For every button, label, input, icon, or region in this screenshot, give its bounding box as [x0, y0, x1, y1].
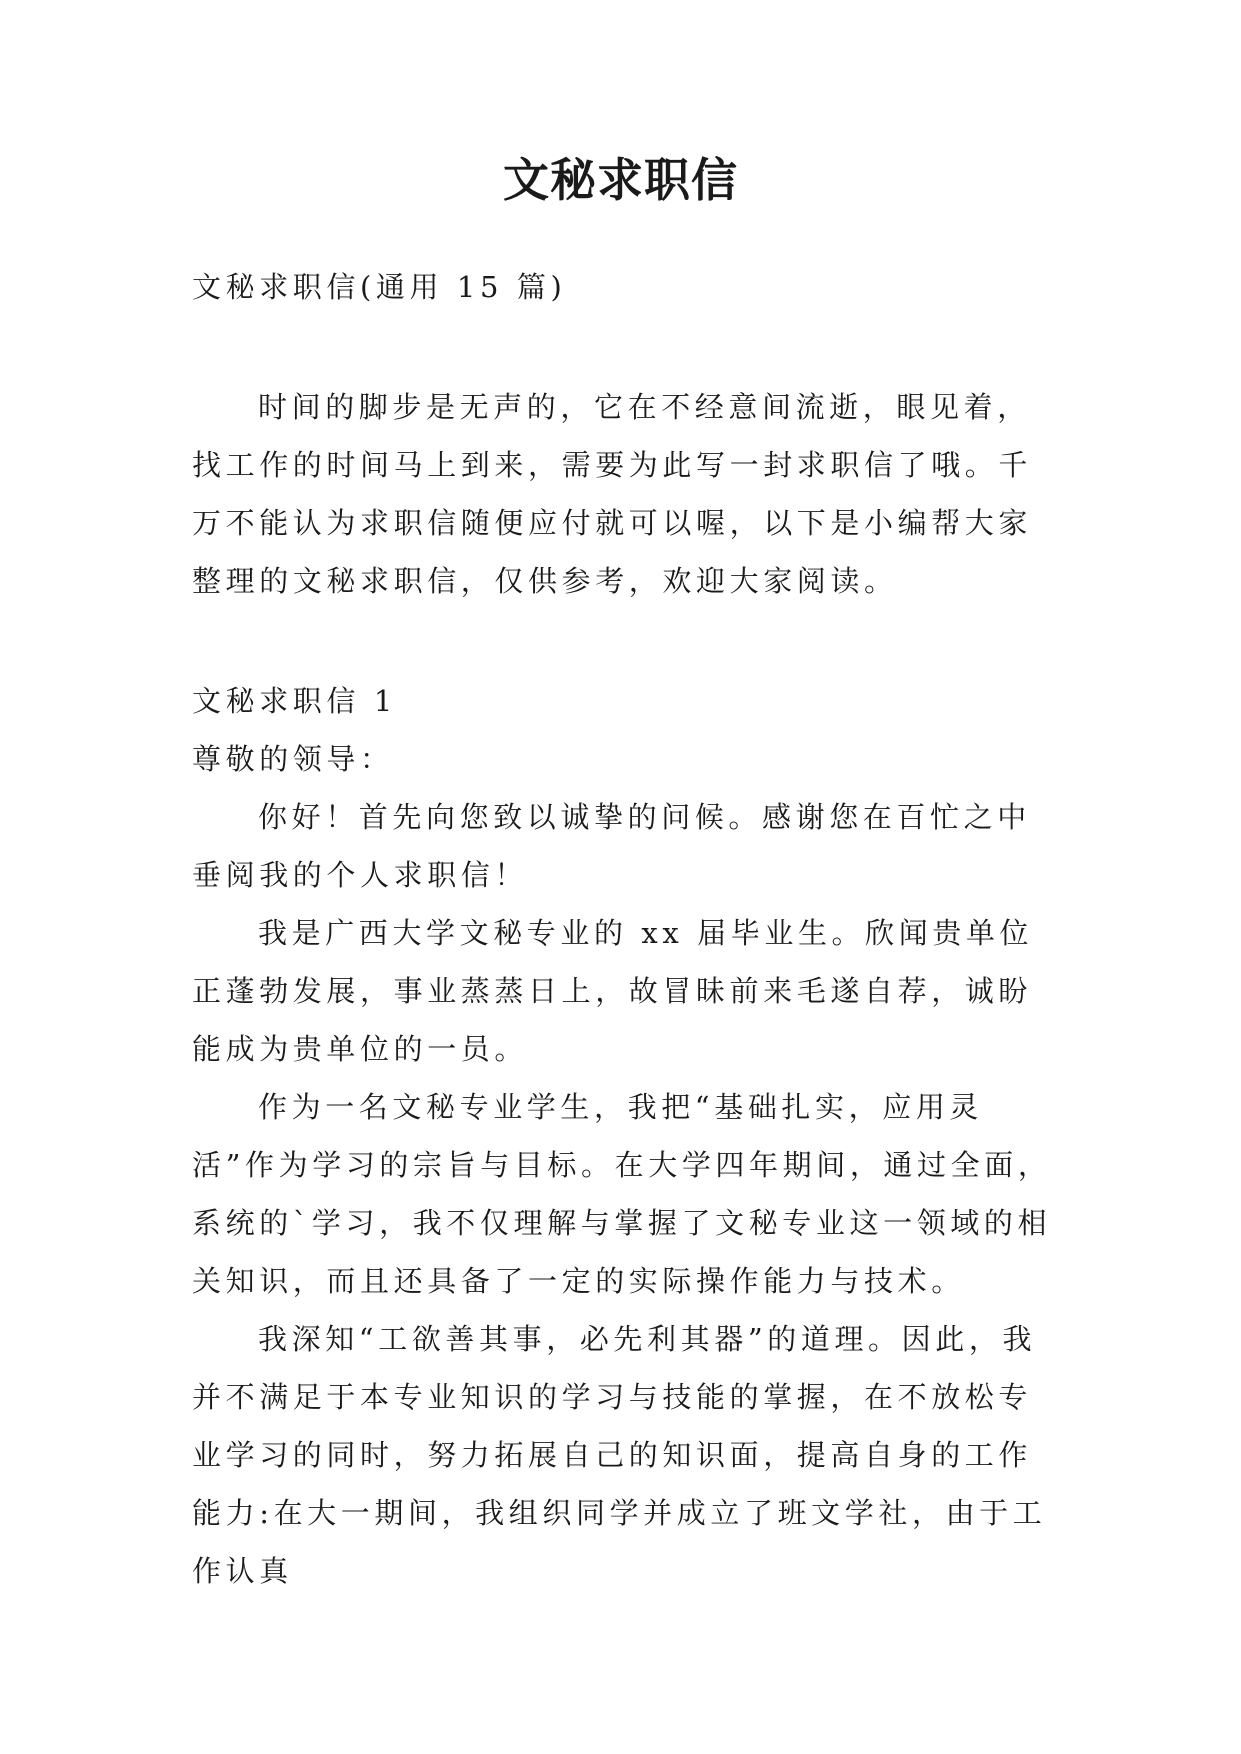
spacer	[192, 316, 1054, 378]
document-subtitle: 文秘求职信(通用 15 篇)	[192, 270, 567, 304]
salutation: 尊敬的领导：	[192, 742, 394, 776]
section-heading: 文秘求职信 1	[192, 684, 397, 718]
spacer	[192, 610, 1054, 672]
intro-paragraph: 时间的脚步是无声的，它在不经意间流逝，眼见着，找工作的时间马上到来，需要为此写一封求职信了哦。千万不能认为求职信随便应付就可以喔，以下是小编帮大家整理的文秘求职信，仅供参考，欢迎大家阅读。	[192, 390, 1033, 598]
body-paragraph: 作为一名文秘专业学生，我把“基础扎实，应用灵活”作为学习的宗旨与目标。在大学四年期间，通过全面，系统的`学习，我不仅理解与掌握了文秘专业这一领域的相关知识，而且还具备了一定的实际操作能力与技术。	[192, 1090, 1052, 1298]
body-paragraph: 我是广西大学文秘专业的 xx 届毕业生。欣闻贵单位正蓬勃发展，事业蒸蒸日上，故冒昧前来毛遂自荐，诚盼能成为贵单位的一员。	[192, 916, 1034, 1066]
document-body	[192, 258, 1054, 1600]
document-title: 文秘求职信	[503, 153, 738, 207]
body-paragraph: 我深知“工欲善其事，必先利其器”的道理。因此，我并不满足于本专业知识的学习与技能的掌握，在不放松专业学习的同时，努力拓展自己的知识面，提高自身的工作能力:在大一期间，我组织同学并成立了班文学社，由于工作认真	[192, 1322, 1047, 1588]
body-paragraph: 你好！首先向您致以诚挚的问候。感谢您在百忙之中垂阅我的个人求职信！	[192, 800, 1031, 892]
